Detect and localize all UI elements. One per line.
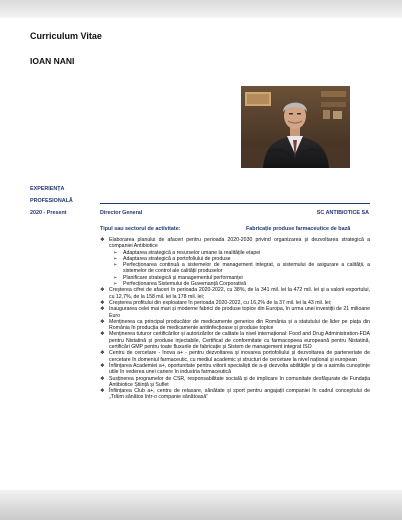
list-item — [100, 376, 370, 389]
section-label-professional: PROFESIONALĂ — [30, 198, 73, 204]
arrow-bullet-icon: ➢ — [113, 281, 118, 288]
job-period: 2020 - Present — [30, 210, 67, 216]
diamond-bullet-icon: ❖ — [100, 287, 105, 294]
diamond-bullet-icon: ❖ — [100, 237, 105, 243]
list-item — [100, 331, 370, 350]
list-item-text: Creșterea cifrei de afaceri în perioada 2020-2022, cu 38%, de la 341 mil. lei la 472 mil. lei și a valorii exportului, cu 12,7%, de la 158 mil. lei la 178 mil. lei; — [109, 287, 370, 300]
arrow-bullet-icon: ➢ — [113, 274, 118, 281]
section-label-experience: EXPERIENȚA — [30, 186, 65, 192]
achievements-list — [100, 237, 370, 401]
sub-list-item-text: Planificare strategică și managementul performanței — [123, 274, 243, 281]
job-role: Director General — [100, 210, 143, 216]
person-name: IOAN NANI — [30, 56, 75, 66]
job-company: SC ANTIBIOTICE SA — [316, 210, 369, 216]
diamond-bullet-icon: ❖ — [100, 362, 105, 369]
header-band — [0, 0, 402, 18]
diamond-bullet-icon: ❖ — [100, 306, 105, 313]
list-item-text: Centru de cercetare - Inova a+ - pentru dezvoltarea și inovarea portofoliului și dezvoltarea de parteneriate de cercetare în domeniul farmaceutic, cu mediul academic și structuri de cercetare la nivel național și european — [109, 350, 370, 363]
list-item-text: Inaugurarea celei mai mari și moderne fabrici de produse topice din Europa, în urma unei investiții de 21 milioane Euro — [109, 306, 370, 319]
list-item — [100, 319, 370, 332]
arrow-bullet-icon: ➢ — [113, 249, 118, 256]
sector-value: Fabricație produse farmaceutice de bază — [246, 226, 351, 232]
list-item-text: Elaborarea planului de afaceri pentru perioada 2020-2030 privind organizarea și dezvoltarea strategică a companiei Antibiotice — [109, 237, 370, 250]
list-item — [100, 237, 370, 250]
sub-list-item-text: Adaptarea strategică a resurselor umane la realitățile etapei — [123, 249, 261, 256]
document-title: Curriculum Vitae — [30, 31, 102, 41]
list-item — [100, 363, 370, 376]
sub-list-item — [100, 262, 370, 275]
profile-photo — [241, 86, 350, 168]
diamond-bullet-icon: ❖ — [100, 331, 105, 338]
sector-label: Tipul sau sectorul de activitate: — [100, 226, 181, 232]
footer-band — [0, 490, 402, 520]
diamond-bullet-icon: ❖ — [100, 388, 105, 395]
list-item — [100, 388, 370, 401]
diamond-bullet-icon: ❖ — [100, 350, 105, 357]
list-item — [100, 287, 370, 300]
list-item — [100, 306, 370, 319]
list-item-text: Creșterea profitului din exploatare în perioada 2020-2022, cu 16,2% de la 37 mil. lei la 43 mil. lei; — [109, 299, 332, 306]
sub-list-item-text: Perfecționarea continuă a sistemelor de management integrat, a sistemului de asigurare a calității, a sistemelor de control ale calității produselor — [123, 262, 370, 275]
sub-list-item-text: Adaptarea strategică a portofoliului de produse — [123, 255, 231, 262]
sub-list-item-text: Perfecționarea Sistemului de Guvernanță Corporativă — [123, 281, 247, 288]
list-item — [100, 350, 370, 363]
section-divider — [100, 203, 370, 204]
diamond-bullet-icon: ❖ — [100, 299, 105, 306]
diamond-bullet-icon: ❖ — [100, 318, 105, 325]
arrow-bullet-icon: ➢ — [113, 255, 118, 262]
diamond-bullet-icon: ❖ — [100, 375, 105, 382]
list-item-text: Menținerea ca principal producător de medicamente generice din România și a statutului de lider pe piața din România în producția de medicamente antiinfecțioase și produse topice — [109, 318, 370, 332]
arrow-bullet-icon: ➢ — [113, 262, 118, 269]
list-item-text: Înființarea Club a+, centru de relaxare, sănătate și sport pentru angajații companiei în cadrul conceptului de „Trăim sănătos într-o companie sănătoasă” — [109, 388, 370, 401]
profile-photo-image — [241, 86, 350, 168]
list-item-text: Susținerea programelor de CSR, responsabilitate socială și de implicare în comunitate desfășurate de Fundația Antibiotice Știință și Suflet — [109, 375, 370, 388]
list-item-text: Înființarea Academiei a+, oportunitate pentru viitorii specialiști de a-și dezvolta abilitățile și de a asimila cunoștințe utile în vederea unei cariere în industria farmaceutică — [109, 362, 370, 376]
list-item-text: Menținerea tuturor certificărilor și autorizărilor de calitate la nivel internațional: Food and Drug Administration-FDA pentru Nistatină și produse injectabile, Certificat de conformitate cu farmacopeea europeană pentru Nistatină, certificări GMP pentru toate fluxurile de fabricație și Sistem de management integrat ISO — [109, 331, 370, 351]
